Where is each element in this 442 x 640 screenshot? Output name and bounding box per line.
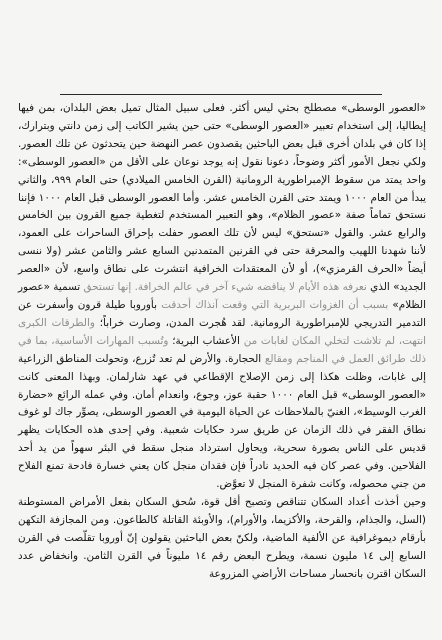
page-body-text <box>18 100 426 583</box>
paragraph-2: وحين أخذت أعداد السكان تتناقص وتصبح أقل قوة، سُحق السكان بفعل الأمراض المستوطنة (السل، والجذام، والقرحة، والأكزيما، والأورام)، والأوبئة القاتلة كالطاعون. ومن المجازفة التكهن بأرقام ديموغرافية عن الألفية الماضية، ولكنّ بعض الباحثين يقولون إنّ أوروبا تقلّصت في القرن السابع إلى ١٤ مليون نسمة، ويطرح البعض رقم ١٤ مليوناً في القرن الثامن. وانخفاض عدد السكان اقترن بانحسار مساحات الأراضي المزروعة <box>18 495 426 580</box>
paragraph-1-text-mid-3: الأعشاب البرية؛ <box>168 334 244 347</box>
faded-text-4: وتُسبب المهارات الأساسية، بما في ذلك طرائق العمل في المناجم ومقالع <box>18 334 426 365</box>
paragraph-1-text-mid-1: تسمية «عصور الظلام» <box>18 281 426 311</box>
paragraph-1-text-mid-2: بأوروبا طيلة قرون وأسفرت عن التدمير التدريجي للإمبراطورية الرومانية. لقد هُجرت المدن، وصارت خراباً؛ <box>18 298 427 329</box>
top-divider-rule <box>60 94 382 95</box>
paragraph-1-text-start: «العصور الوسطى» مصطلح بحثي ليس أكثر. فعلى سبيل المثال تميل بعض البلدان، بمن فيها إيطاليا، إلى استخدام تعبير «العصور الوسطى» حتى حين يشير الكاتب إلى زمن دانتي وبترارك، إذا كان في بلدان أخرى قبل بعض الباحثين يقصدون عصر النهضة حين يتحدثون عن تلك العصور. ولكي نجعل الأمور أكثر وضوحاً، دعونا نقول إنه يوجد نوعان على الأقل من «العصور الوسطى»: واحد يمتد من سقوط الإمبراطورية الرومانية (القرن الخامس الميلادي) حتى العام ٩٩٩، والثاني يبدأ من العام ١٠٠٠ ويمتد حتى القرن الخامس عشر. وأما العصور الوسطى قبل العام ١٠٠٠ فإننا نستحق تماماً صفة «عصور الظلام»، وهو التعبير المستخدم لتغطية جميع القرون بين الخامس والرابع عشر. والقول «تستحق» ليس لأن تلك العصور حفلت بإحراق الساحرات على العمود، لأننا شهدنا اللهيب والمحرقة حتى في القرنين المتمدنين السابع عشر والثامن عشر (ولا ننسى أيضاً «الحرف القرمزي»)، أو لأن المعتقدات الخرافية انتشرت على نطاق واسع، لأن «العصر الجديد» الذي <box>18 102 426 294</box>
paragraph-1 <box>18 100 426 494</box>
faded-text-1: نعرفه هذه الأيام لا يناقضه شيء آخر في عالم الخرافة. إنها تستحق <box>83 281 367 294</box>
faded-text-3: والطرقات الكبرى انتهت، لم تلاشت لتخلي المكان لغابات من <box>18 316 427 347</box>
faded-text-2: بسبب أن الغزوات البربرية التي وقعت آنذاك أحدقت <box>161 298 389 311</box>
paragraph-1-text-end: الحجارة. والأرض لم تعد تُزرع، وتحولت المناطق الزراعية إلى غابات، وظلت هكذا إلى زمن الإصلاح الإقطاعي في عهد شارلمان. وبهذا المعنى كانت «العصور الوسطى» قبل العام ١٠٠٠ حقبة عوز، وجوع، وانعدام أمان. وفي عمله الرائع «حضارة الغرب الوسيط»، الغنيّ بالملاحظات عن الحياة اليومية في العصور الوسطى، يصوِّر جاك لو غوف نطاق الفقر في ذلك الزمان عن طريق سرد حكايات شعبية. وفي إحدى هذه الحكايات يظهر قديس على الناس بصورة سحرية، ويحاول استرداد منجل سقط في البئر سهواً من يد أحد الفلاحين. وفي عصر كان فيه الحديد نادراً فإن فقدان منجل كان يعني خسارة فادحة تمنع الفلاح من جني محصوله، وكانت شفرة المنجل لا تعوَّض. <box>18 352 426 491</box>
